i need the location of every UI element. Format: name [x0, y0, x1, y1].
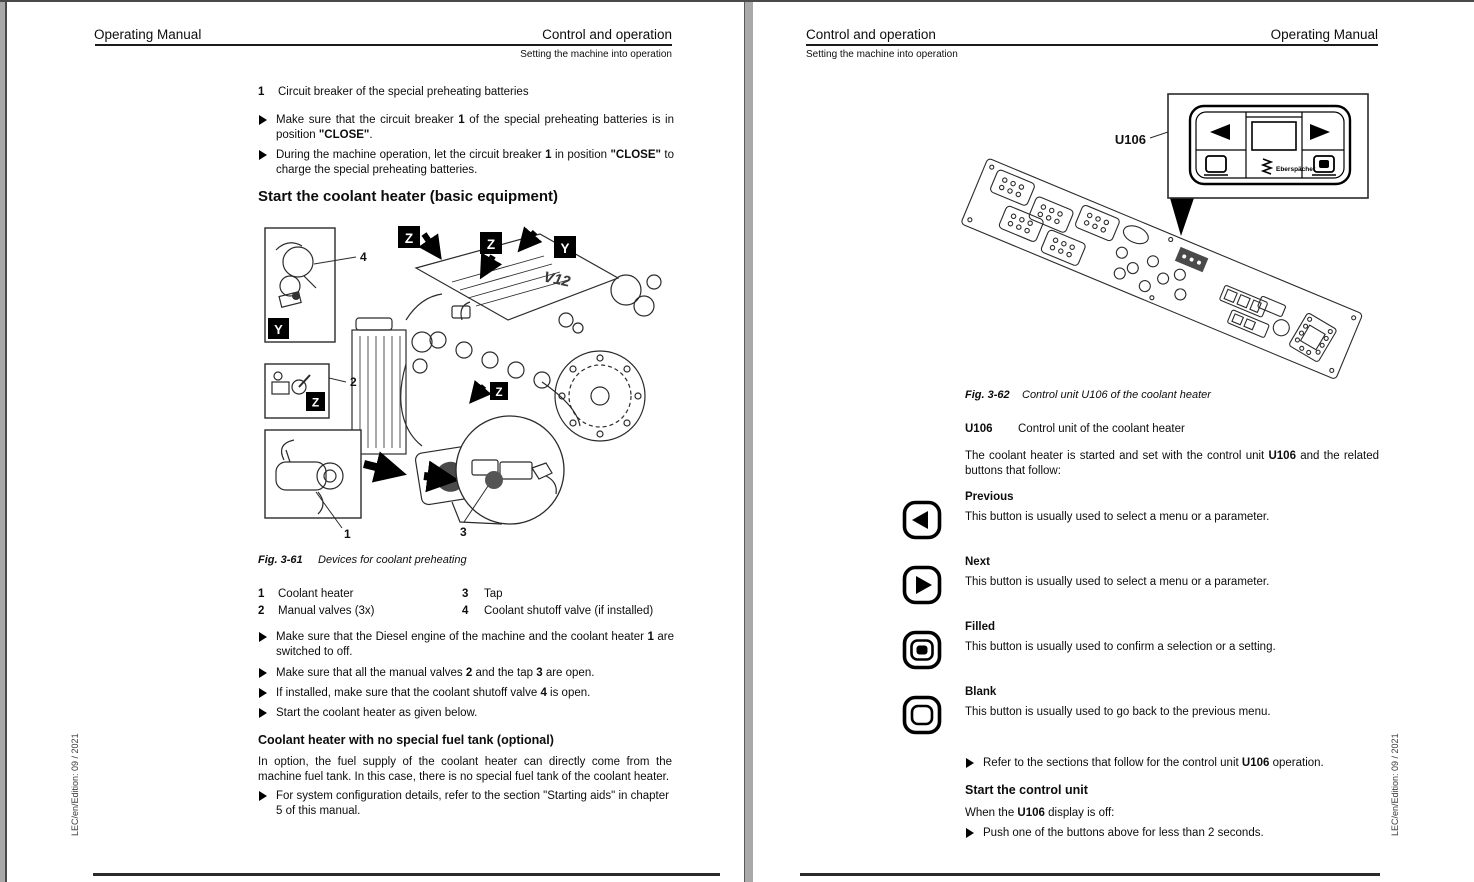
legend-label: Coolant heater: [278, 588, 354, 600]
instruction-bullet: Push one of the buttons above for less than 2 seconds.: [966, 826, 1378, 841]
intro-paragraph: The coolant heater is started and set with the control unit U106 and the related buttons that follow:: [965, 450, 1379, 477]
button-description: This button is usually used to select a menu or a parameter.: [965, 511, 1270, 523]
legend-label: Tap: [484, 588, 503, 600]
bullet-triangle-icon: [259, 688, 267, 698]
engine-model-label: V12: [542, 268, 572, 291]
intro-item-number: 1: [258, 86, 265, 98]
edition-note-right: LEC/en/Edition: 09 / 2021: [1390, 733, 1400, 836]
instruction-bullet: Start the coolant heater as given below.: [259, 706, 674, 721]
marker-y-inset: Y: [274, 322, 283, 337]
instruction-bullet: Make sure that the circuit breaker 1 of the special preheating batteries is in position "CLOSE".: [259, 113, 674, 142]
brand-label: Eberspächer: [1276, 166, 1316, 173]
right-header-chapter: Control and operation: [806, 27, 936, 42]
tap-detail-inset: [456, 416, 564, 539]
right-footer-rule: [800, 873, 1380, 876]
figure-caption-label: Fig. 3-61: [258, 554, 303, 566]
start-control-unit-heading: Start the control unit: [965, 783, 1088, 797]
left-header-title: Operating Manual: [94, 27, 202, 42]
bullet-triangle-icon: [966, 758, 974, 768]
marker-z-inset: Z: [311, 395, 320, 410]
marker-z-3: Z: [495, 387, 503, 399]
button-title: Filled: [965, 621, 996, 633]
legend-label: Manual valves (3x): [278, 605, 375, 617]
button-title: Blank: [965, 686, 997, 698]
previous-button-icon: [902, 500, 942, 540]
instruction-bullet: Refer to the sections that follow for the control unit U106 operation.: [966, 756, 1378, 771]
button-title: Next: [965, 556, 990, 568]
page-top-border: [0, 0, 1474, 2]
left-header-rule: [95, 44, 672, 46]
unit-callout-label: U106: [1114, 132, 1146, 147]
right-header-subtitle: Setting the machine into operation: [806, 49, 958, 60]
legend-num: 1: [258, 588, 265, 600]
bullet-triangle-icon: [259, 708, 267, 718]
edition-note-left: LEC/en/Edition: 09 / 2021: [70, 733, 80, 836]
legend-num: 2: [258, 605, 265, 617]
marker-z-2: Z: [486, 237, 496, 252]
optional-section-body: In option, the fuel supply of the coolant heater can directly come from the machine fuel tank. In this case, there is no special fuel tank of the coolant heater.: [258, 756, 672, 783]
instruction-bullet: If installed, make sure that the coolant shutoff valve 4 is open.: [259, 686, 674, 701]
left-page-edge: [0, 0, 7, 882]
coolant-heater-inset: [265, 430, 361, 541]
manual-valve-inset: [265, 364, 357, 418]
legend-num: 3: [462, 588, 469, 600]
left-header-subtitle: Setting the machine into operation: [520, 49, 672, 60]
button-title: Previous: [965, 491, 1014, 503]
bullet-triangle-icon: [259, 632, 267, 642]
callout-2: 2: [350, 375, 357, 389]
optional-section-heading: Coolant heater with no special fuel tank (optional): [258, 733, 554, 747]
button-description: This button is usually used to select a menu or a parameter.: [965, 576, 1270, 588]
bullet-triangle-icon: [966, 828, 974, 838]
left-footer-rule: [93, 873, 720, 876]
callout-arrow: [1170, 198, 1194, 236]
figure-coolant-preheating: [256, 224, 682, 546]
instruction-bullet: Make sure that the Diesel engine of the machine and the coolant heater 1 are switched to off.: [259, 630, 674, 659]
condition-text: When the U106 display is off:: [965, 807, 1115, 819]
instruction-bullet: For system configuration details, refer to the section "Starting aids" in chapter 5 of this manual.: [259, 789, 674, 818]
callout-1: 1: [344, 527, 351, 541]
button-description: This button is usually used to go back to the previous menu.: [965, 706, 1271, 718]
bullet-triangle-icon: [259, 668, 267, 678]
callout-3: 3: [460, 525, 467, 539]
button-description: This button is usually used to confirm a selection or a setting.: [965, 641, 1276, 653]
figure-caption-text: Devices for coolant preheating: [318, 554, 467, 566]
shutoff-valve-inset: [265, 228, 367, 342]
figure-control-unit: [958, 86, 1382, 384]
bullet-triangle-icon: [259, 150, 267, 160]
instruction-bullet: During the machine operation, let the circuit breaker 1 in position "CLOSE" to charge the special preheating batteries.: [259, 148, 674, 177]
unit-description: Control unit of the coolant heater: [1018, 423, 1185, 435]
filled-button-icon: [902, 630, 942, 670]
instruction-bullet: Make sure that all the manual valves 2 and the tap 3 are open.: [259, 666, 674, 681]
bullet-triangle-icon: [259, 115, 267, 125]
right-header-title: Operating Manual: [1270, 27, 1378, 42]
next-button-icon: [902, 565, 942, 605]
right-header-rule: [806, 44, 1378, 46]
unit-term: U106: [965, 423, 993, 435]
marker-y-1: Y: [560, 241, 570, 256]
marker-z-1: Z: [404, 231, 414, 246]
bullet-triangle-icon: [259, 791, 267, 801]
blank-button-icon: [902, 695, 942, 735]
legend-num: 4: [462, 605, 469, 617]
section-heading: Start the coolant heater (basic equipment): [258, 188, 559, 205]
intro-item-label: Circuit breaker of the special preheating batteries: [278, 86, 529, 98]
left-header-chapter: Control and operation: [542, 27, 672, 42]
figure-caption-label: Fig. 3-62: [965, 389, 1010, 401]
figure-caption: [258, 554, 303, 566]
figure-caption-text: Control unit U106 of the coolant heater: [1022, 389, 1211, 401]
callout-4: 4: [360, 250, 367, 264]
legend-label: Coolant shutoff valve (if installed): [484, 605, 654, 617]
figure-caption: [965, 389, 1010, 401]
